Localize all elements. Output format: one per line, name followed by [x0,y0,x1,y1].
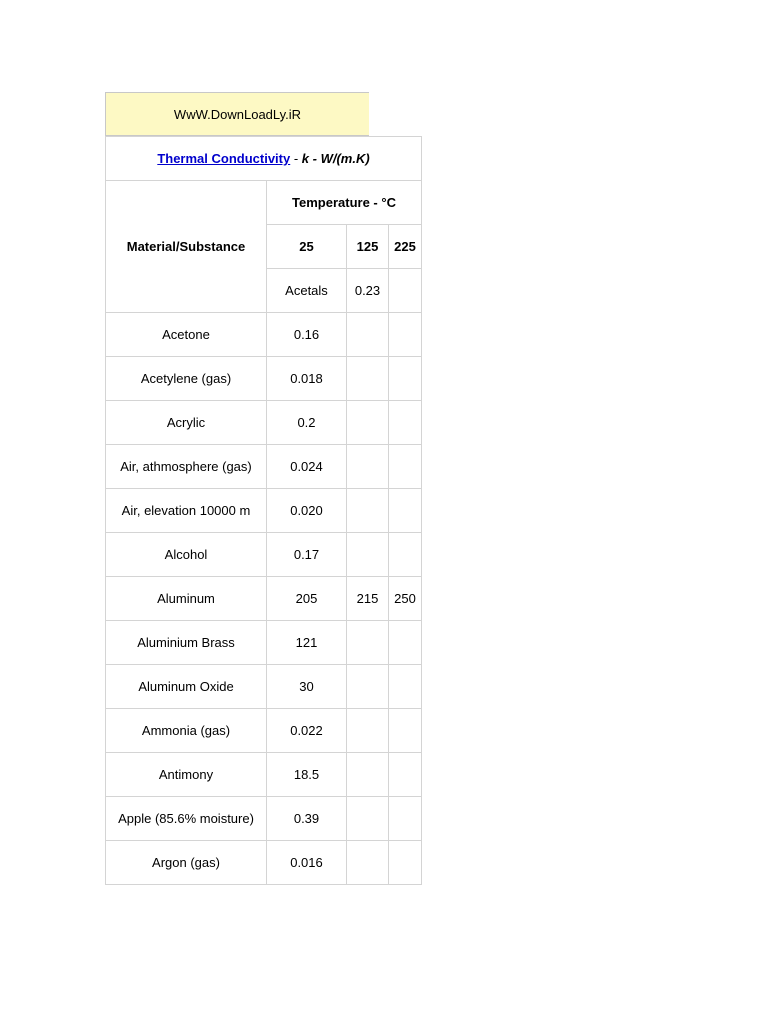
value-225-cell [389,621,422,665]
value-25-cell: 0.022 [267,709,347,753]
table-row [106,577,422,621]
value-25-cell: 0.020 [267,489,347,533]
material-cell: Aluminum [106,577,267,621]
value-125-cell [347,313,389,357]
value-25-cell: 0.16 [267,313,347,357]
temp-125-header: 125 [347,225,389,269]
value-25-cell: 0.018 [267,357,347,401]
title-row [106,137,422,181]
value-125-cell [347,841,389,885]
value-25-cell: 0.17 [267,533,347,577]
value-25-cell: 0.39 [267,797,347,841]
material-cell: Ammonia (gas) [106,709,267,753]
material-cell: Air, elevation 10000 m [106,489,267,533]
temperature-header: Temperature - °C [267,181,422,225]
value-25-cell: 30 [267,665,347,709]
value-125-cell [347,709,389,753]
material-cell: Antimony [106,753,267,797]
table-row [106,445,422,489]
table-row [106,621,422,665]
value-225-cell [389,797,422,841]
material-header: Material/Substance [106,181,267,313]
value-225-cell [389,489,422,533]
thermal-conductivity-link[interactable]: Thermal Conductivity [157,151,291,166]
value-125-cell [347,621,389,665]
table-row [106,533,422,577]
table-row [106,841,422,885]
value-25-cell: 205 [267,577,347,621]
value-225-cell [389,665,422,709]
value-25-cell: 121 [267,621,347,665]
value-225-cell [389,753,422,797]
temp-225-header: 225 [389,225,422,269]
value-225-cell [389,709,422,753]
material-cell: Aluminum Oxide [106,665,267,709]
value-225-cell [389,841,422,885]
value-25-cell: 0.016 [267,841,347,885]
value-125-cell: 215 [347,577,389,621]
table-cell [389,269,422,313]
value-125-cell [347,665,389,709]
value-225-cell [389,445,422,489]
unit-label: k - W/(m.K) [301,151,370,166]
value-125-cell [347,357,389,401]
table-row [106,401,422,445]
material-cell: Acetylene (gas) [106,357,267,401]
value-125-cell [347,489,389,533]
table-title-cell [106,137,422,181]
table-row [106,489,422,533]
table-row [106,313,422,357]
material-cell: Alcohol [106,533,267,577]
table-row [106,357,422,401]
table-cell: Acetals [267,269,347,313]
value-125-cell [347,753,389,797]
temp-25-header: 25 [267,225,347,269]
thermal-conductivity-table [105,136,422,885]
value-225-cell [389,357,422,401]
value-225-cell [389,313,422,357]
material-cell: Air, athmosphere (gas) [106,445,267,489]
table-row [106,753,422,797]
value-125-cell [347,401,389,445]
value-225-cell [389,533,422,577]
material-cell: Aluminium Brass [106,621,267,665]
table-row [106,709,422,753]
value-125-cell [347,533,389,577]
value-125-cell [347,797,389,841]
value-225-cell [389,401,422,445]
banner-text: WwW.DownLoadLy.iR [173,106,302,122]
title-separator: - [290,151,302,166]
value-25-cell: 0.2 [267,401,347,445]
value-25-cell: 0.024 [267,445,347,489]
table-row [106,665,422,709]
material-cell: Argon (gas) [106,841,267,885]
material-cell: Apple (85.6% moisture) [106,797,267,841]
value-25-cell: 18.5 [267,753,347,797]
value-125-cell [347,445,389,489]
material-cell: Acetone [106,313,267,357]
table-cell: 0.23 [347,269,389,313]
site-banner [105,92,369,136]
material-cell: Acrylic [106,401,267,445]
table-row [106,797,422,841]
value-225-cell: 250 [389,577,422,621]
header-row [106,181,422,225]
